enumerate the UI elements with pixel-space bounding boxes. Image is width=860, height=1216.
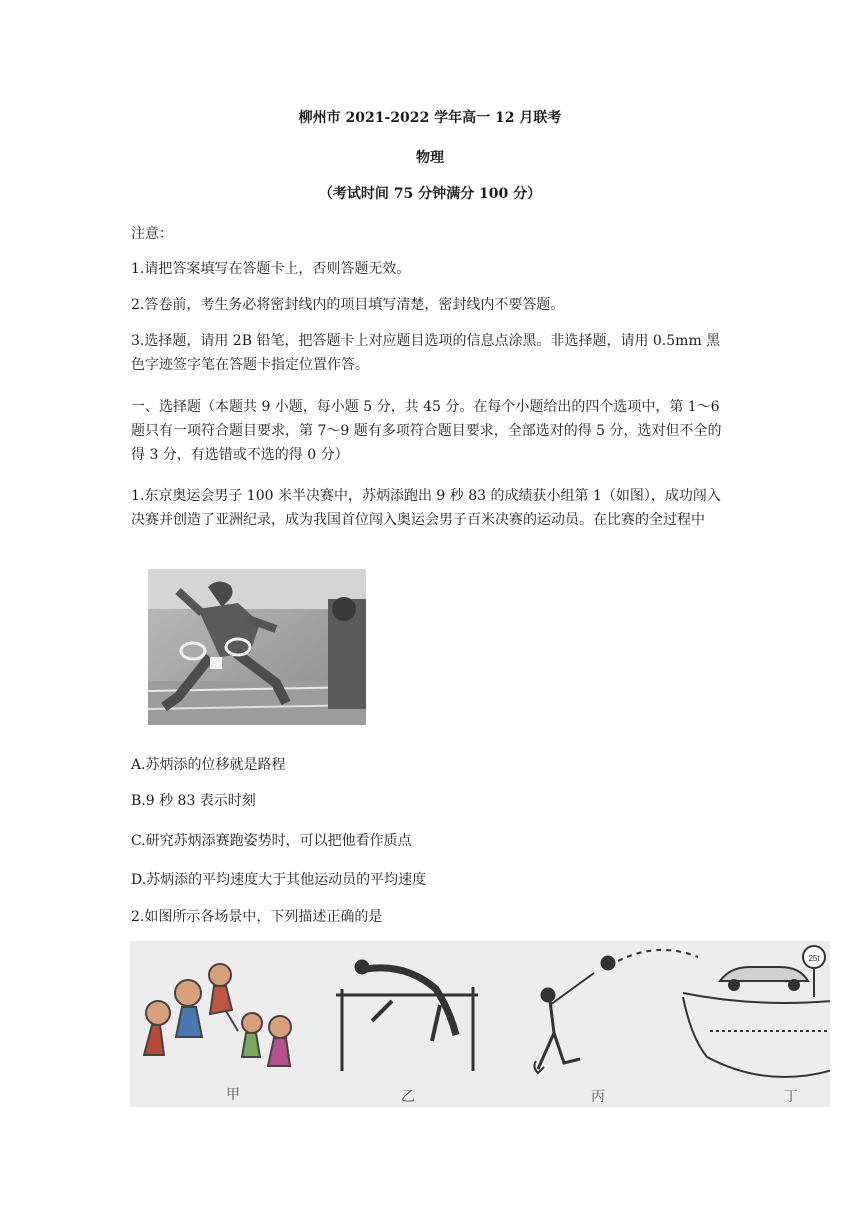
note-item: 2.答卷前，考生务必将密封线内的项目填写清楚，密封线内不要答题。 — [131, 297, 565, 313]
exam-info: （考试时间 75 分钟满分 100 分） — [318, 186, 542, 202]
exam-title: 柳州市 2021-2022 学年高一 12 月联考 — [298, 110, 562, 126]
scene-label: 丙 — [591, 1088, 605, 1104]
notes-heading: 注意： — [131, 226, 173, 242]
scene-label: 乙 — [401, 1088, 415, 1104]
load-sign-text: 25t — [808, 954, 820, 963]
note-item: 1.请把答案填写在答题卡上，否则答题无效。 — [131, 261, 411, 277]
sprinter-photo — [148, 569, 366, 725]
section-intro: 一、选择题（本题共 9 小题，每小题 5 分，共 45 分。在每个小题给出的四个选项中，第 1～6 题只有一项符合题目要求，第 7～9 题有多项符合题目要求，全部选对的得 5 分，选对但不全的得 3 分，有选错或不选的得 0 分） — [131, 399, 722, 463]
scene-label: 甲 — [226, 1086, 240, 1102]
subject-title: 物理 — [416, 150, 444, 166]
option-a: A.苏炳添的位移就是路程 — [131, 757, 286, 773]
scenes-illustration — [130, 941, 830, 1107]
question-stem: 1.东京奥运会男子 100 米半决赛中，苏炳添跑出 9 秒 83 的成绩获小组第 1（如图），成功闯入决赛并创造了亚洲纪录，成为我国首位闯入奥运会男子百米决赛的运动员。在比赛的全过程中 — [131, 488, 721, 528]
scene-label: 丁 — [784, 1088, 798, 1104]
option-d: D.苏炳添的平均速度大于其他运动员的平均速度 — [131, 872, 427, 888]
note-item: 3.选择题，请用 2B 铅笔，把答题卡上对应题目选项的信息点涂黑。非选择题，请用 0.5mm 黑色字迹签字笔在答题卡指定位置作答。 — [131, 333, 721, 373]
question-stem: 2.如图所示各场景中，下列描述正确的是 — [131, 909, 383, 925]
option-b: B.9 秒 83 表示时刻 — [131, 793, 256, 809]
option-c: C.研究苏炳添赛跑姿势时，可以把他看作质点 — [131, 833, 412, 849]
